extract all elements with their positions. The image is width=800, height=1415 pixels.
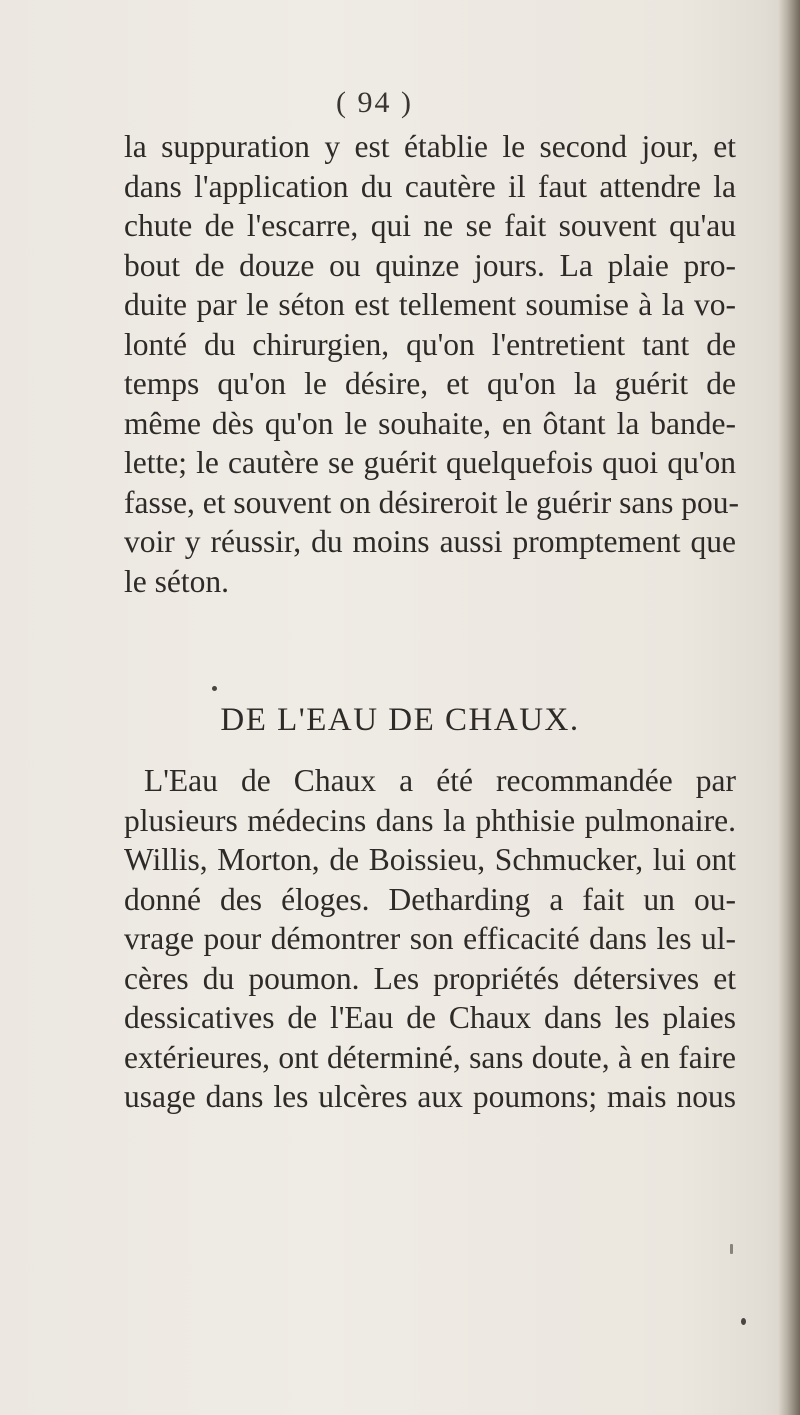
text-line: voir y réussir, du moins aussi promptement que [124,524,736,559]
text-line: fasse, et souvent on désireroit le guérir sans pou- [124,484,739,520]
ink-speck [212,686,217,691]
text-line: Willis, Morton, de Boissieu, Schmucker, lui ont [124,842,736,877]
text-line: cères du poumon. Les propriétés détersives et [124,960,736,996]
text-line: donné des éloges. Detharding a fait un ou- [124,881,736,917]
text-line: dessicatives de l'Eau de Chaux dans les plaies [124,1000,736,1035]
text-line: vrage pour démontrer son efficacité dans les ul- [124,921,736,956]
text-line: temps qu'on le désire, et qu'on la guérit de [124,366,736,401]
text-line: la suppuration y est établie le second jour, et [124,129,736,164]
text-line: chute de l'escarre, qui ne se fait souvent qu'au [124,208,736,243]
text-line: dans l'application du cautère il faut attendre la [124,168,736,204]
page-edge-shadow [778,0,800,1415]
text-line: L'Eau de Chaux a été recommandée par [144,763,736,798]
text-line: plusieurs médecins dans la phthisie pulmonaire. [124,802,736,838]
paragraph-suppuration [124,127,739,601]
text-line: extérieures, ont déterminé, sans doute, à en faire [124,1039,736,1075]
text-line: usage dans les ulcères aux poumons; mais nous [124,1079,736,1114]
text-line: bout de douze ou quinze jours. La plaie pro- [124,247,736,283]
text-line: duite par le séton est tellement soumise à la vo- [124,287,736,322]
page-number: ( 94 ) [336,86,413,119]
text-line: le séton. [124,563,229,599]
paragraph-eau-de-chaux [124,761,736,1117]
ink-speck [741,1318,746,1325]
text-line: lonté du chirurgien, qu'on l'entretient tant de [124,326,736,362]
text-line: lette; le cautère se guérit quelquefois quoi qu'on [124,445,736,480]
text-line: même dès qu'on le souhaite, en ôtant la bande- [124,405,736,441]
section-heading: DE L'EAU DE CHAUX. [220,702,580,738]
ink-speck [730,1244,733,1254]
